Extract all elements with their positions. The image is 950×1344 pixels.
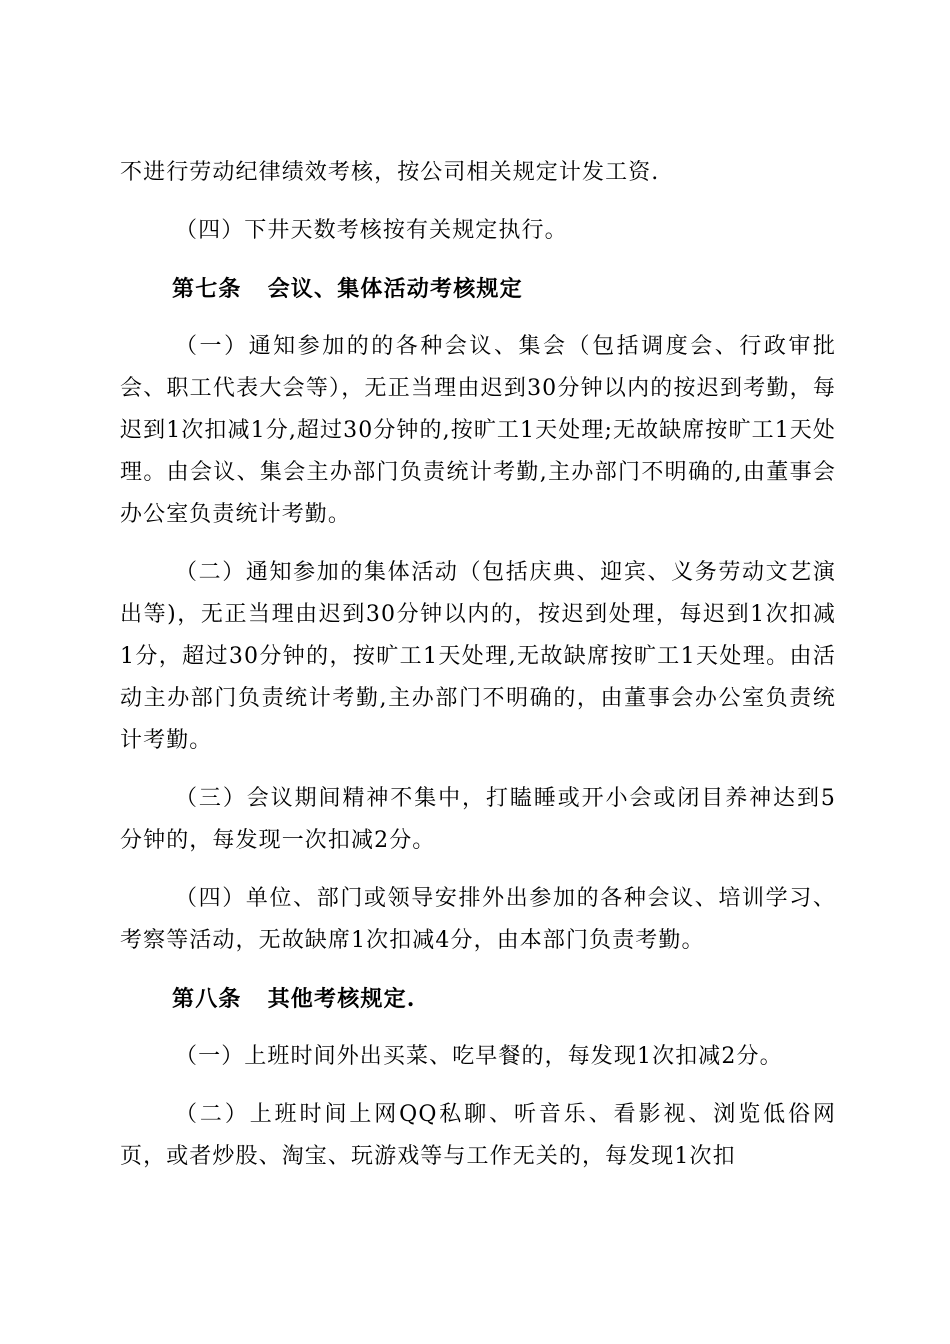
paragraph-article-7-item-3: （三）会议期间精神不集中，打瞌睡或开小会或闭目养神达到5分钟的，每发现一次扣减2分。 xyxy=(120,786,836,853)
article-7-title: 会议、集体活动考核规定 xyxy=(267,276,523,302)
paragraph-item-4-underground-days: （四）下井天数考核按有关规定执行。 xyxy=(175,218,568,243)
paragraph-article-7-item-1: （一）通知参加的的各种会议、集会（包括调度会、行政审批会、职工代表大会等），无正当理由迟到30分钟以内的按迟到考勤，每迟到1次扣减1分,超过30分钟的,按旷工1天处理;无故缺席按旷工1天处理。由会议、集会主办部门负责统计考勤,主办部门不明确的,由董事会办公室负责统计考勤。 xyxy=(120,334,836,527)
document-page xyxy=(120,152,836,1194)
article-8-label: 第八条 xyxy=(172,986,242,1012)
article-8-title: 其他考核规定. xyxy=(267,986,416,1012)
paragraph-article-8-item-2: （二）上班时间上网QQ私聊、听音乐、看影视、浏览低俗网页，或者炒股、淘宝、玩游戏等与工作无关的，每发现1次扣 xyxy=(120,1102,836,1169)
paragraph-article-7-item-4: （四）单位、部门或领导安排外出参加的各种会议、培训学习、考察等活动，无故缺席1次扣减4分，由本部门负责考勤。 xyxy=(120,886,836,953)
paragraph-continuation: 不进行劳动纪律绩效考核，按公司相关规定计发工资. xyxy=(120,160,660,185)
paragraph-article-8-item-1: （一）上班时间外出买菜、吃早餐的，每发现1次扣减2分。 xyxy=(175,1044,783,1069)
article-7-heading xyxy=(120,268,836,310)
article-8-heading xyxy=(120,978,836,1020)
paragraph-article-7-item-2: （二）通知参加的集体活动（包括庆典、迎宾、义务劳动文艺演出等)，无正当理由迟到30分钟以内的，按迟到处理，每迟到1次扣减1分，超过30分钟的，按旷工1天处理,无故缺席按旷工1天处理。由活动主办部门负责统计考勤,主办部门不明确的，由董事会办公室负责统计考勤。 xyxy=(120,560,836,753)
article-7-label: 第七条 xyxy=(172,276,242,302)
